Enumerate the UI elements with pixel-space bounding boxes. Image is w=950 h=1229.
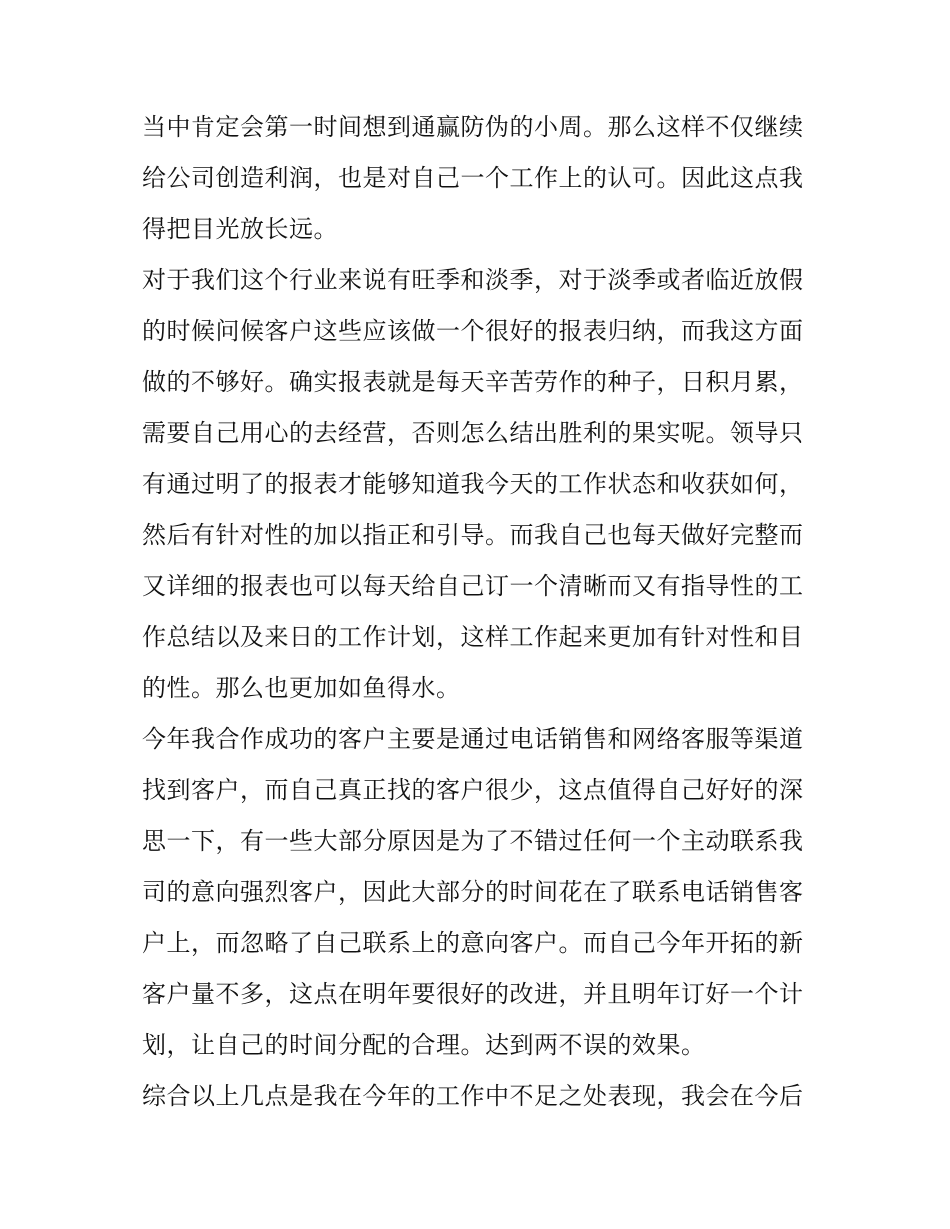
text-line: 做的不够好。确实报表就是每天辛苦劳作的种子，日积月累， <box>142 368 804 396</box>
document-body <box>142 102 814 1122</box>
text-line: 的性。那么也更加如鱼得水。 <box>142 674 461 702</box>
text-line: 司的意向强烈客户，因此大部分的时间花在了联系电话销售客 <box>142 878 804 906</box>
text-line: 的时候问候客户这些应该做一个很好的报表归纳，而我这方面 <box>142 317 804 345</box>
text-line: 综合以上几点是我在今年的工作中不足之处表现，我会在今后 <box>142 1082 804 1110</box>
text-line: 客户量不多，这点在明年要很好的改进，并且明年订好一个计 <box>142 980 804 1008</box>
text-line: 找到客户，而自己真正找的客户很少，这点值得自己好好的深 <box>142 776 804 804</box>
text-line: 得把目光放长远。 <box>142 215 338 243</box>
text-line: 户上，而忽略了自己联系上的意向客户。而自己今年开拓的新 <box>142 929 804 957</box>
text-line: 思一下，有一些大部分原因是为了不错过任何一个主动联系我 <box>142 827 804 855</box>
text-line: 然后有针对性的加以指正和引导。而我自己也每天做好完整而 <box>142 521 804 549</box>
text-line: 对于我们这个行业来说有旺季和淡季，对于淡季或者临近放假 <box>142 266 804 294</box>
text-line: 给公司创造利润，也是对自己一个工作上的认可。因此这点我 <box>142 164 804 192</box>
text-line: 需要自己用心的去经营，否则怎么结出胜利的果实呢。领导只 <box>142 419 804 447</box>
text-line: 当中肯定会第一时间想到通赢防伪的小周。那么这样不仅继续 <box>142 113 804 141</box>
text-line: 划，让自己的时间分配的合理。达到两不误的效果。 <box>142 1031 706 1059</box>
text-line: 有通过明了的报表才能够知道我今天的工作状态和收获如何， <box>142 470 804 498</box>
text-line: 又详细的报表也可以每天给自己订一个清晰而又有指导性的工 <box>142 572 804 600</box>
text-line: 作总结以及来日的工作计划，这样工作起来更加有针对性和目 <box>142 623 804 651</box>
text-line: 今年我合作成功的客户主要是通过电话销售和网络客服等渠道 <box>142 725 804 753</box>
